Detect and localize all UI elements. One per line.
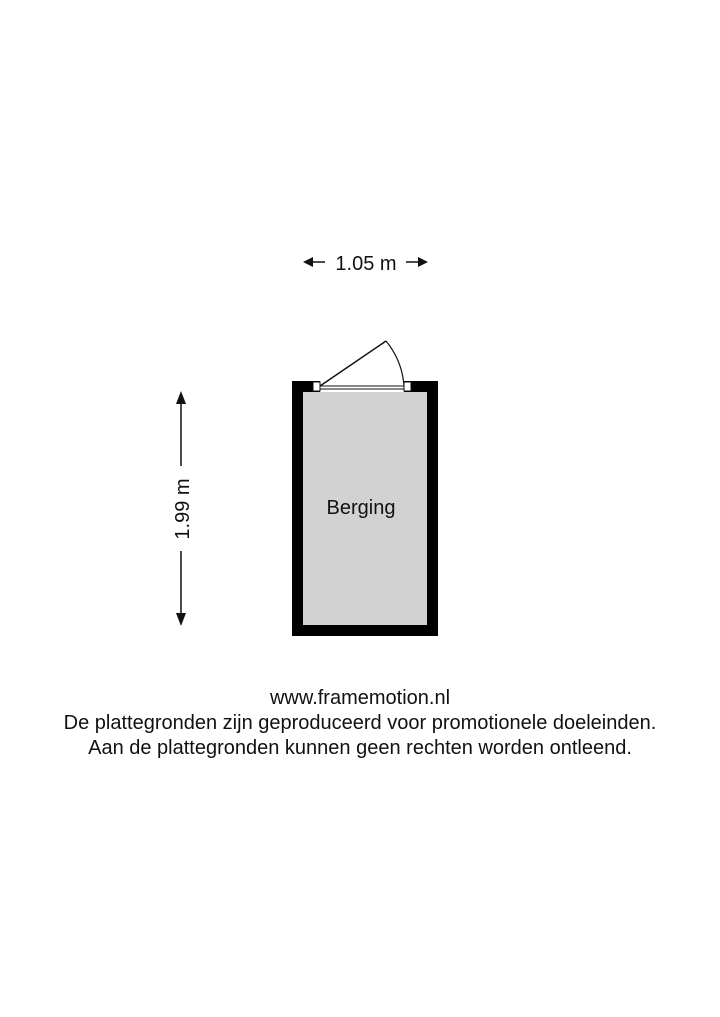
width-label: 1.05 m — [335, 253, 397, 275]
door-leaf — [320, 341, 386, 386]
room-label: Berging — [326, 497, 396, 519]
height-arrow-up-icon — [176, 391, 186, 404]
door-jamb-left — [313, 382, 320, 391]
footer-disclaimer-line1: De plattegronden zijn geproduceerd voor promotionele doeleinden. — [63, 712, 657, 734]
footer-disclaimer-line2: Aan de plattegronden kunnen geen rechten worden ontleend. — [88, 737, 632, 759]
height-arrow-down-icon — [176, 613, 186, 626]
height-label: 1.99 m — [172, 478, 194, 540]
width-dimension — [303, 253, 428, 275]
door-swing-arc — [386, 341, 404, 386]
width-arrow-left-icon — [303, 257, 313, 267]
footer-url[interactable]: www.framemotion.nl — [269, 687, 451, 709]
room-berging — [292, 341, 438, 636]
door-jamb-right — [404, 382, 411, 391]
width-arrow-right-icon — [418, 257, 428, 267]
height-dimension — [172, 391, 194, 626]
